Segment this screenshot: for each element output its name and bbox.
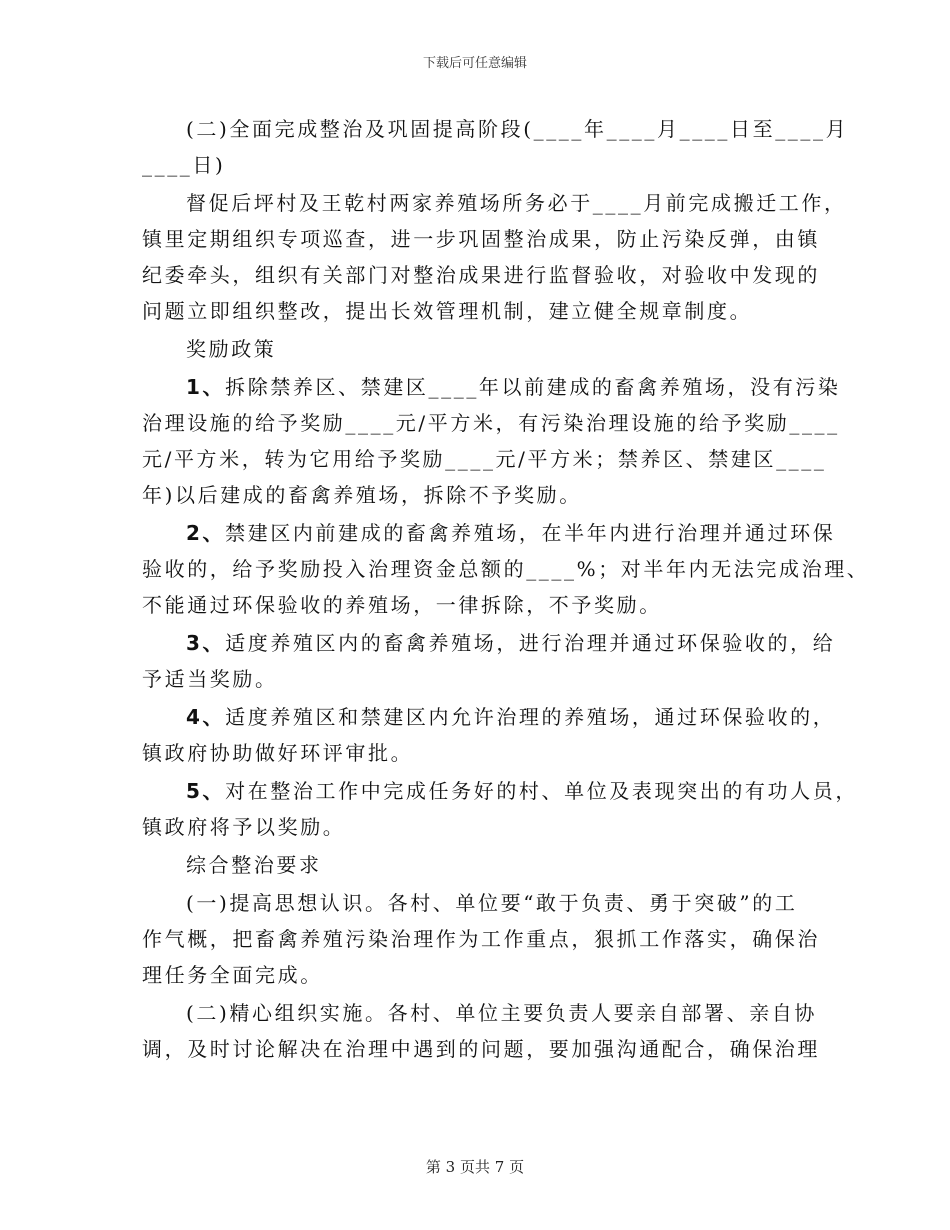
text-line: 问题立即组织整改，提出长效管理机制，建立健全规章制度。 (142, 299, 753, 323)
text-line: 督促后坪村及王乾村两家养殖场所务必于____月前完成搬迁工作， (186, 191, 847, 215)
text-line: 镇政府将予以奖励。 (142, 815, 346, 839)
page-footer: 第 3 页共 7 页 (425, 1158, 525, 1176)
text-line: 元/平方米，转为它用给予奖励____元/平方米；禁养区、禁建区____ (142, 447, 827, 471)
text-line: 予适当奖励。 (142, 667, 278, 691)
text-line: (二)精心组织实施。各村、单位主要负责人要亲自部署、亲自协 (186, 1001, 818, 1025)
text-line: (二)全面完成整治及巩固提高阶段(____年____月____日至____月 (186, 117, 849, 141)
text-line: 治理设施的给予奖励____元/平方米，有污染治理设施的给予奖励____ (142, 411, 840, 435)
numbered-line: 1、拆除禁养区、禁建区____年以前建成的畜禽养殖场，没有污染 (186, 375, 841, 399)
item-number: 4、 (186, 705, 226, 729)
text-line: 镇政府协助做好环评审批。 (142, 741, 414, 765)
text-line: 调，及时讨论解决在治理中遇到的问题，要加强沟通配合，确保治理 (142, 1037, 820, 1061)
text-line: 不能通过环保验收的养殖场，一律拆除，不予奖励。 (142, 593, 662, 617)
item-number: 2、 (186, 521, 226, 545)
numbered-line: 5、对在整治工作中完成任务好的村、单位及表现突出的有功人员， (186, 779, 858, 803)
item-number: 1、 (186, 375, 226, 399)
text-line: 纪委牵头，组织有关部门对整治成果进行监督验收，对验收中发现的 (142, 263, 820, 287)
section-heading: 奖励政策 (186, 337, 277, 361)
text-line: 年)以后建成的畜禽养殖场，拆除不予奖励。 (142, 483, 582, 507)
numbered-line: 3、适度养殖区内的畜禽养殖场，进行治理并通过环保验收的，给 (186, 631, 836, 655)
text-line: 验收的，给予奖励投入治理资金总额的____%；对半年内无法完成治理、 (142, 557, 870, 581)
text-line: 作气概，把畜禽养殖污染治理作为工作重点，狠抓工作落实，确保治 (142, 927, 820, 951)
text-line: 镇里定期组织专项巡查，进一步巩固整治成果，防止污染反弹，由镇 (142, 227, 820, 251)
text-line: 理任务全面完成。 (142, 963, 323, 987)
text-line: (一)提高思想认识。各村、单位要“敢于负责、勇于突破”的工 (186, 891, 798, 915)
page-header: 下载后可任意编辑 (422, 56, 527, 71)
section-heading: 综合整治要求 (186, 853, 322, 877)
item-number: 3、 (186, 631, 226, 655)
numbered-line: 2、禁建区内前建成的畜禽养殖场，在半年内进行治理并通过环保 (186, 521, 836, 545)
item-number: 5、 (186, 779, 226, 803)
text-line: ____日) (142, 153, 226, 177)
numbered-line: 4、适度养殖区和禁建区内允许治理的养殖场，通过环保验收的， (186, 705, 836, 729)
